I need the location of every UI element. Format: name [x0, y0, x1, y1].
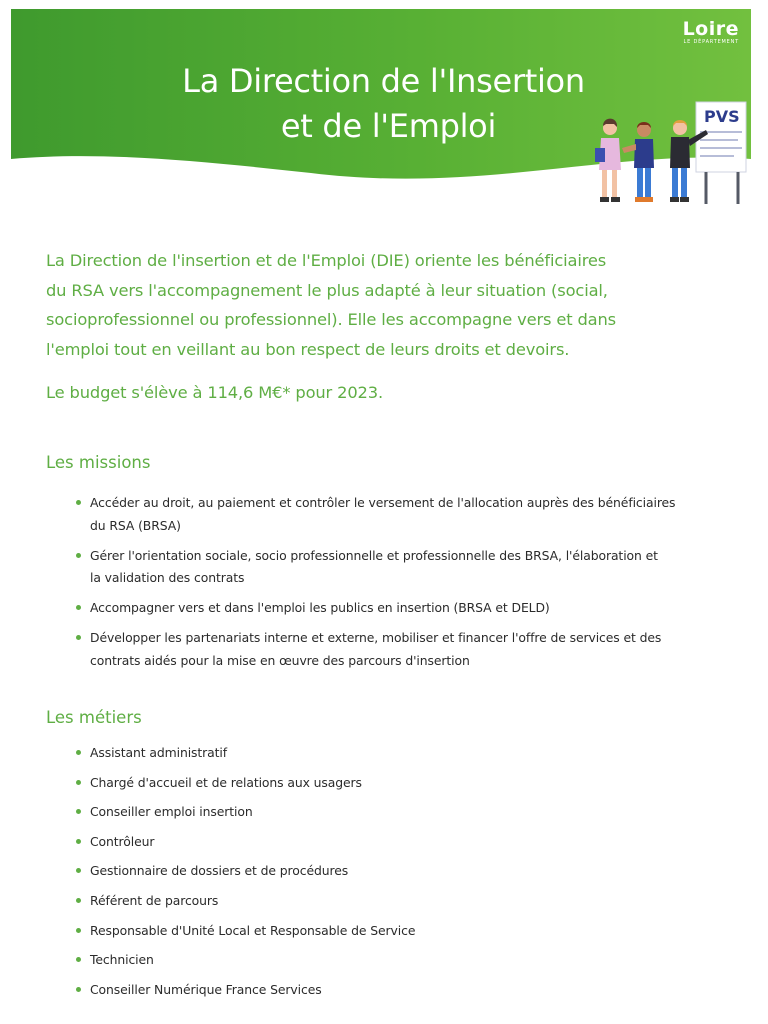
logo-subtitle: LE DÉPARTEMENT	[683, 39, 739, 45]
list-item	[76, 597, 736, 620]
person-woman-icon	[595, 119, 621, 202]
missions-heading: Les missions	[46, 453, 151, 472]
intro-line: du RSA vers l'accompagnement le plus adapté à leur situation (social,	[46, 280, 608, 300]
list-item-line: Chargé d'accueil et de relations aux usagers	[90, 774, 362, 790]
list-item-line: Développer les partenariats interne et externe, mobiliser et financer l'offre de services et des	[90, 630, 662, 645]
logo-name: Loire	[682, 18, 739, 40]
list-item	[76, 742, 736, 764]
metiers-heading: Les métiers	[46, 708, 142, 727]
loire-logo	[683, 19, 739, 46]
list-item-line: Contrôleur	[90, 833, 155, 849]
list-item-line: Gérer l'orientation sociale, socio professionnelle et professionnelle des BRSA, l'élaboration et	[90, 547, 658, 563]
list-item	[76, 545, 736, 590]
list-item	[76, 890, 736, 912]
list-item	[76, 772, 736, 794]
list-item-line: Assistant administratif	[90, 745, 228, 760]
list-item-line: Technicien	[90, 952, 154, 968]
budget-statement: Le budget s'élève à 114,6 M€* pour 2023.	[46, 383, 383, 402]
list-item-line: Accéder au droit, au paiement et contrôler le versement de l'allocation auprès des bénéficiaires	[90, 495, 676, 510]
list-item-line: Conseiller emploi insertion	[90, 804, 253, 820]
missions-list	[76, 492, 736, 680]
title-line-2: et de l'Emploi	[280, 107, 497, 145]
list-item	[76, 949, 736, 971]
people-presentation-illustration	[592, 100, 752, 210]
intro-line: La Direction de l'insertion et de l'Emploi (DIE) oriente les bénéficiaires	[46, 251, 607, 270]
list-item-line: Conseiller Numérique France Services	[90, 981, 322, 997]
list-item-line: Accompagner vers et dans l'emploi les publics en insertion (BRSA et DELD)	[90, 600, 550, 615]
list-item-line: la validation des contrats	[90, 570, 245, 585]
list-item	[76, 920, 736, 942]
intro-line: socioprofessionnel ou professionnel). Elle les accompagne vers et dans	[46, 310, 617, 330]
list-item-line: Gestionnaire de dossiers et de procédures	[90, 863, 349, 879]
intro-line: l'emploi tout en veillant au bon respect de leurs droits et devoirs.	[46, 340, 570, 360]
list-item-line: Responsable d'Unité Local et Responsable de Service	[90, 922, 416, 938]
list-item-line: du RSA (BRSA)	[90, 517, 181, 533]
board-label: PVS	[704, 107, 740, 126]
list-item	[76, 831, 736, 853]
list-item	[76, 492, 736, 537]
list-item-line: Référent de parcours	[90, 892, 219, 908]
list-item	[76, 801, 736, 823]
presentation-board-icon	[696, 102, 746, 204]
title-line-1: La Direction de l'Insertion	[182, 62, 585, 100]
intro-paragraph	[46, 246, 736, 365]
list-item	[76, 627, 736, 672]
list-item-line: contrats aidés pour la mise en œuvre des parcours d'insertion	[90, 652, 470, 668]
person-man-icon	[622, 122, 654, 202]
list-item	[76, 979, 736, 1001]
metiers-list	[76, 742, 736, 1008]
list-item	[76, 860, 736, 882]
